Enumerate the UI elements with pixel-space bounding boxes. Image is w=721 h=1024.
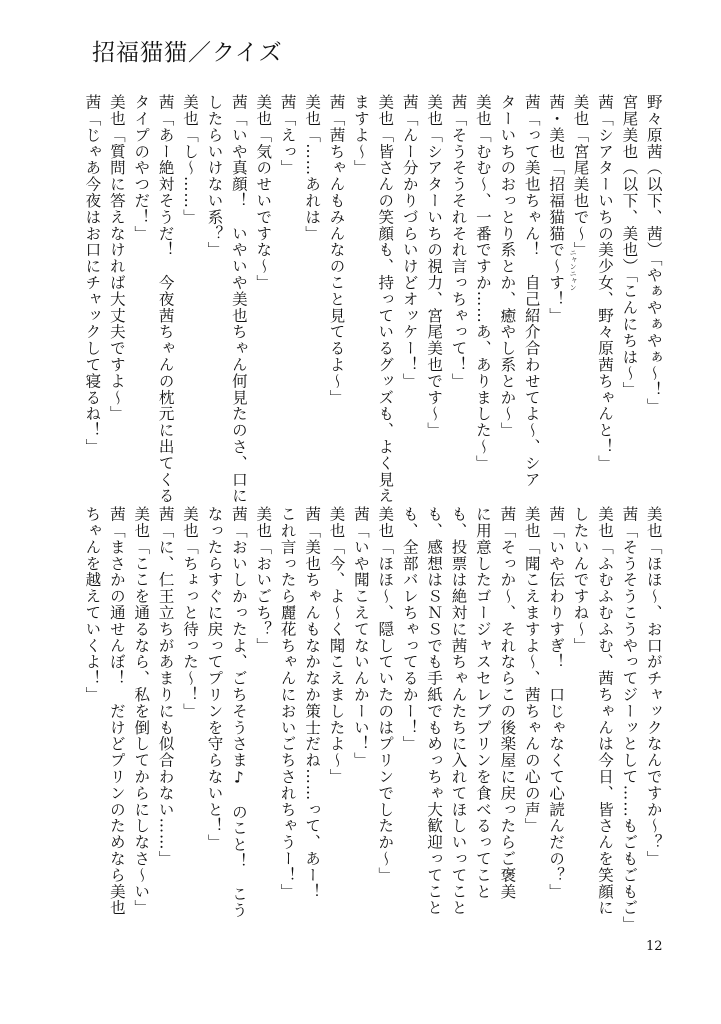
dialogue-line: 茜「そうそうこうやってジーッとして……もごもごもご」 bbox=[620, 506, 639, 933]
dialogue-line: 宮尾美也（以下、美也）「こんにちは〜」 bbox=[620, 94, 639, 398]
dialogue-lines-bottom bbox=[80, 506, 666, 933]
dialogue-line: 茜「あー絶対そうだ！ 今夜茜ちゃんの枕元に出てくる bbox=[156, 94, 175, 504]
dialogue-line bbox=[544, 94, 578, 472]
dialogue-line: 茜「じゃあ今夜はお口にチャックして寝るね！」 bbox=[83, 94, 102, 455]
dialogue-lines-top bbox=[80, 94, 666, 504]
dialogue-line: タイプのやつだ！」 bbox=[132, 94, 151, 242]
dialogue-line: 美也「皆さんの笑顔も、持っているグッズも、よく見え bbox=[376, 94, 395, 504]
dialogue-line: 茜「そうそうそれそれ言っちゃって！」 bbox=[449, 94, 468, 390]
dialogue-line: 美也「し〜……」 bbox=[181, 94, 200, 226]
dialogue-block-top bbox=[80, 94, 663, 504]
page-title: 招福猫猫／クイズ bbox=[92, 40, 283, 66]
dialogue-line: 茜「いや聞こえてないんかーい！」 bbox=[351, 506, 370, 769]
dialogue-line: これ言ったら麗花ちゃんにおいごちされちゃうー！」 bbox=[278, 506, 297, 900]
dialogue-line: 美也「ここを通るなら、私を倒してからにしなさ〜い」 bbox=[132, 506, 151, 916]
dialogue-line: 茜「シアターいちの美少女、野々原茜ちゃんと！」 bbox=[595, 94, 614, 472]
dialogue-line: 美也「今、よ〜く聞こえましたよ〜」 bbox=[327, 506, 346, 785]
dialogue-line: 美也「聞こえますよ〜、茜ちゃんの心の声」 bbox=[522, 506, 541, 834]
dialogue-line: ますよ〜」 bbox=[351, 94, 370, 176]
page-number: 12 bbox=[646, 939, 663, 954]
dialogue-line: 茜「そっか〜、それならこの後楽屋に戻ったらご褒美 bbox=[498, 506, 517, 900]
dialogue-line: 美也「……あれは」 bbox=[303, 94, 322, 242]
dialogue-line: 茜「いや伝わりすぎ！ 口じゃなくて心読んだの？」 bbox=[547, 506, 566, 900]
dialogue-line: 美也「気のせいですな〜」 bbox=[254, 94, 273, 291]
dialogue-line: も、投票は絶対に茜ちゃんたちに入れてほしいってこと bbox=[449, 506, 468, 916]
dialogue-line: 茜「に、仁王立ちがあまりにも似合わない……」 bbox=[156, 506, 175, 867]
dialogue-line-text: 茜・美也「招福猫猫で〜す！」 bbox=[547, 94, 566, 324]
ruby-reading: ニャンニャン bbox=[569, 249, 578, 291]
dialogue-line: 茜「って美也ちゃん！ 自己紹介合わせてよ〜、シア bbox=[522, 94, 541, 488]
dialogue-line: 野々原茜（以下、茜）「やぁやぁやぁ〜！」 bbox=[644, 94, 663, 415]
dialogue-line: 茜「まさかの通せんぼ！ だけどプリンのためなら美也 bbox=[107, 506, 126, 916]
dialogue-line: 美也「おいごち？」 bbox=[254, 506, 273, 654]
dialogue-line: 美也「宮尾美也で〜」 bbox=[571, 94, 590, 258]
dialogue-line: 美也「ふむふむふむ、茜ちゃんは今日、皆さんを笑顔に bbox=[595, 506, 614, 916]
dialogue-line: したらいけない系？」 bbox=[205, 94, 224, 258]
dialogue-line: 茜「美也ちゃんもなかなか策士だね……って、あー！ bbox=[303, 506, 322, 900]
dialogue-line: 美也「ほほ〜、お口がチャックなんですか〜？」 bbox=[644, 506, 663, 867]
dialogue-line: も、全部バレちゃってるかー！」 bbox=[400, 506, 419, 752]
dialogue-line: 美也「シアターいちの視力、宮尾美也です〜」 bbox=[425, 94, 444, 439]
dialogue-line: 茜「んー分かりづらいけどオッケー！」 bbox=[400, 94, 419, 390]
dialogue-block-bottom bbox=[80, 506, 663, 933]
dialogue-line: に用意したゴージャスセレブプリンを食べるってこと bbox=[473, 506, 492, 900]
dialogue-line: も、感想はＳＮＳでも手紙でもめっちゃ大歓迎ってこと bbox=[425, 506, 444, 916]
dialogue-line: ターいちのおっとり系とか、癒やし系とか〜」 bbox=[498, 94, 517, 439]
dialogue-line: なったらすぐに戻ってプリンを守らないと！」 bbox=[205, 506, 224, 851]
dialogue-line: ちゃんを越えていくよ！」 bbox=[83, 506, 102, 703]
dialogue-line: 茜「おいしかったよ、ごちそうさま♪ のこと！ こう bbox=[229, 506, 248, 919]
dialogue-line: 美也「質問に答えなければ大丈夫ですよ〜」 bbox=[107, 94, 126, 422]
dialogue-line: 茜「えっ」 bbox=[278, 94, 297, 176]
dialogue-line: 美也「むむ〜、一番ですか……あ、ありました〜」 bbox=[473, 94, 492, 472]
dialogue-line: 茜「茜ちゃんもみんなのこと見てるよ〜」 bbox=[327, 94, 346, 406]
dialogue-line: したいんですね〜」 bbox=[571, 506, 590, 654]
dialogue-line: 茜「いや真顔！ いやいや美也ちゃん何見たのさ、口に bbox=[229, 94, 248, 504]
dialogue-line: 美也「ちょっと待った〜！」 bbox=[181, 506, 200, 720]
dialogue-line: 美也「ほほ〜、隠していたのはプリンでしたか〜」 bbox=[376, 506, 395, 884]
